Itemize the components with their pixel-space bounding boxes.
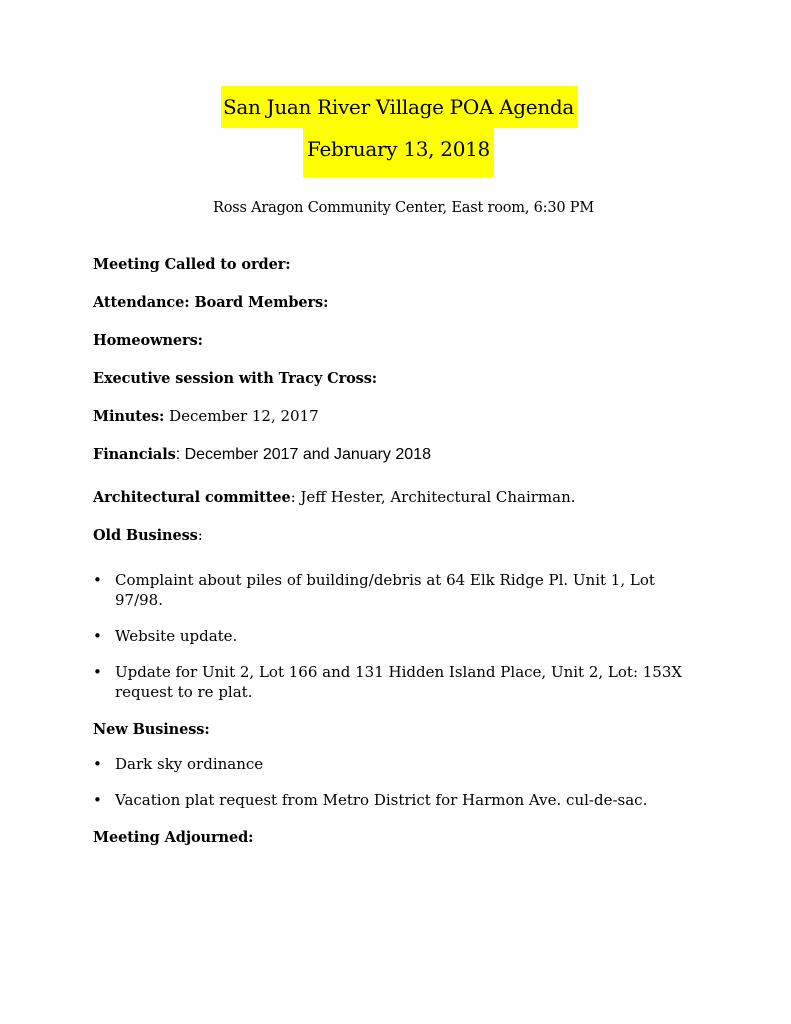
list-item <box>93 754 703 774</box>
old-business-item-3: Update for Unit 2, Lot 166 and 131 Hidden Island Place, Unit 2, Lot: 153X request to re plat. <box>115 663 683 701</box>
old-business-list <box>93 570 703 702</box>
bullet-icon: • <box>93 627 102 645</box>
minutes-label: Minutes: <box>93 408 165 425</box>
new-business-item-2: Vacation plat request from Metro District for Harmon Ave. cul-de-sac. <box>115 791 648 809</box>
meeting-location: Ross Aragon Community Center, East room, 6:30 PM <box>212 200 595 216</box>
architectural-value: : Jeff Hester, Architectural Chairman. <box>290 488 576 506</box>
called-to-order-label: Meeting Called to order: <box>93 256 291 273</box>
list-item <box>93 626 703 646</box>
new-business-label: New Business: <box>93 721 210 738</box>
agenda-attendance <box>93 292 703 313</box>
bullet-icon: • <box>93 791 102 809</box>
architectural-label: Architectural committee <box>93 489 291 506</box>
agenda-executive-session <box>93 368 703 389</box>
agenda-old-business <box>93 525 703 546</box>
agenda-homeowners <box>93 330 703 351</box>
old-business-colon: : <box>197 526 203 544</box>
new-business-item-1: Dark sky ordinance <box>115 755 264 773</box>
agenda-minutes <box>93 406 703 427</box>
financials-value: : December 2017 and January 2018 <box>175 446 431 463</box>
old-business-item-2: Website update. <box>115 627 238 645</box>
bullet-icon: • <box>93 571 102 589</box>
homeowners-label: Homeowners: <box>93 332 203 349</box>
financials-label: Financials <box>93 446 176 463</box>
agenda-called-to-order <box>93 254 703 275</box>
agenda-financials <box>93 444 703 465</box>
agenda-adjourned <box>93 827 703 848</box>
document-title: San Juan River Village POA Agenda <box>221 86 578 128</box>
agenda-new-business <box>93 719 703 740</box>
new-business-list <box>93 754 703 810</box>
meeting-date: February 13, 2018 <box>303 128 494 177</box>
list-item <box>93 790 703 810</box>
adjourned-label: Meeting Adjourned: <box>93 829 254 846</box>
executive-session-label: Executive session with Tracy Cross: <box>93 370 378 387</box>
list-item <box>93 662 703 702</box>
title-block <box>0 86 791 177</box>
old-business-label: Old Business <box>93 527 198 544</box>
old-business-item-1: Complaint about piles of building/debris at 64 Elk Ridge Pl. Unit 1, Lot 97/98. <box>115 571 655 609</box>
agenda-architectural <box>93 487 703 508</box>
bullet-icon: • <box>93 755 102 773</box>
agenda-body <box>93 254 703 865</box>
minutes-value: December 12, 2017 <box>164 407 319 425</box>
list-item <box>93 570 703 610</box>
bullet-icon: • <box>93 663 102 681</box>
attendance-label: Attendance: Board Members: <box>93 294 329 311</box>
